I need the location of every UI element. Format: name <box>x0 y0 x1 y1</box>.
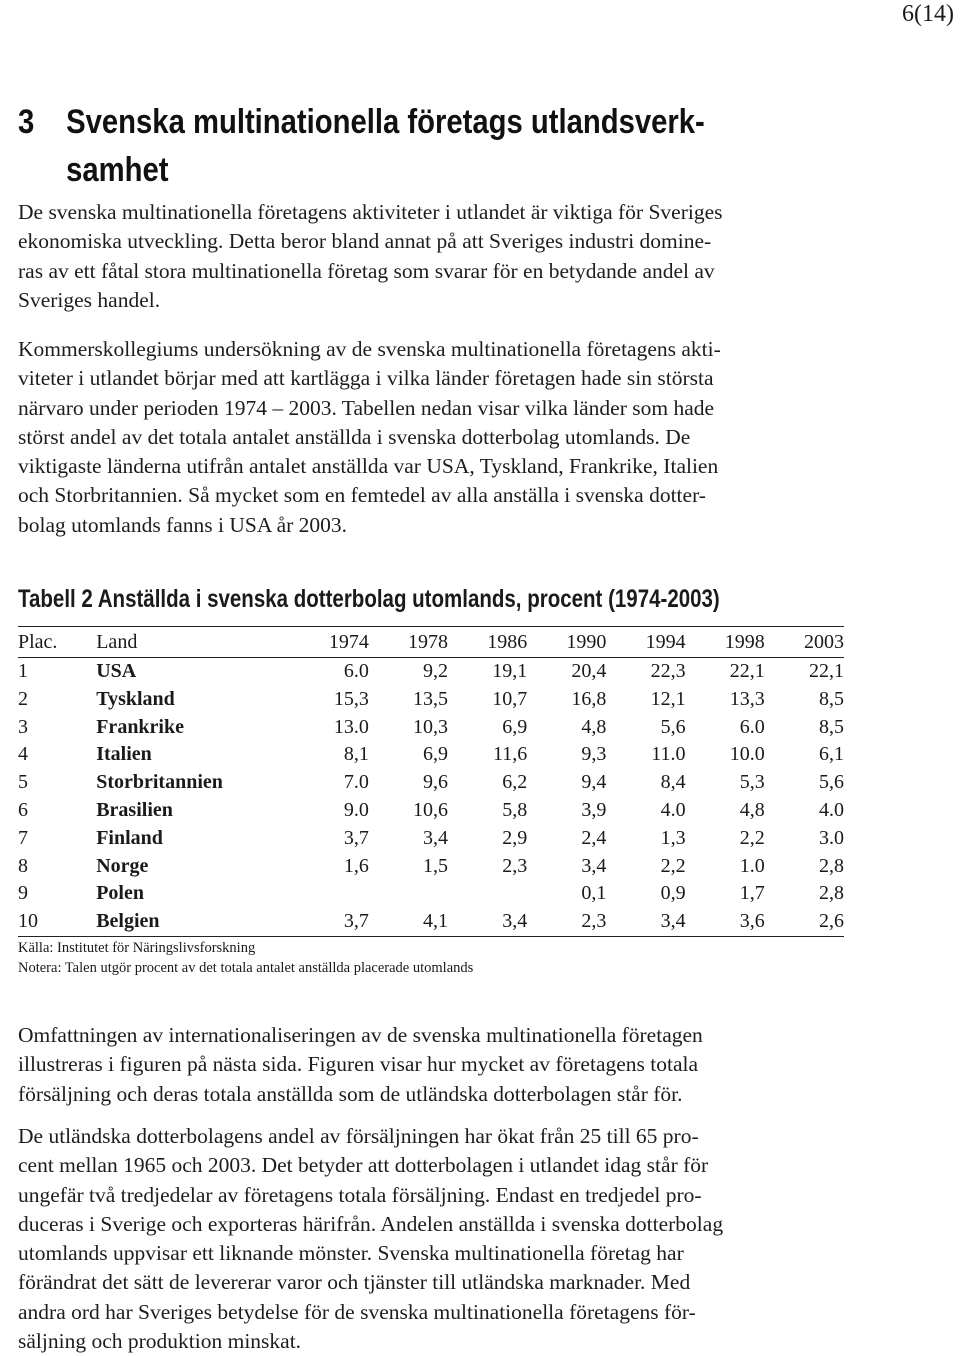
header-1978: 1978 <box>408 631 449 653</box>
cell-1978 <box>369 880 448 908</box>
share-paragraph <box>18 1122 848 1356</box>
header-2003: 2003 <box>804 631 844 653</box>
cell-1986: 2,3 <box>502 854 528 877</box>
header-1990: 1990 <box>566 631 607 653</box>
cell-1990: 3,9 <box>581 798 607 821</box>
table-row <box>18 853 844 881</box>
cell-land: Tyskland <box>96 687 175 710</box>
cell-1990: 0,1 <box>581 882 607 905</box>
cell-1990: 20,4 <box>571 660 607 682</box>
cell-1974: 3,7 <box>343 826 369 849</box>
cell-2003: 2,8 <box>819 882 844 905</box>
cell-1986: 2,9 <box>502 826 528 849</box>
survey-line: och Storbritannien. Så mycket som en femtedel av alla anställa i svenska dotter- <box>18 483 706 508</box>
header-1994: 1994 <box>645 631 686 653</box>
survey-line: viktigaste länderna utifrån antalet anställda var USA, Tyskland, Frankrike, Italien <box>18 454 719 479</box>
cell-1994: 0,9 <box>660 882 686 905</box>
cell-1978: 13,5 <box>413 687 449 710</box>
cell-1998: 2,2 <box>739 826 765 849</box>
table-source: Källa: Institutet för Näringslivsforskning <box>18 940 256 956</box>
table-row <box>18 714 844 742</box>
cell-1998: 10.0 <box>729 743 765 766</box>
cell-1998: 3,6 <box>739 910 765 933</box>
cell-plac: 8 <box>18 854 28 877</box>
cell-1974 <box>290 880 369 908</box>
cell-1986: 6,2 <box>502 771 528 794</box>
cell-land: USA <box>96 660 137 682</box>
cell-land: Finland <box>96 826 163 849</box>
cell-1990: 2,3 <box>581 910 607 933</box>
cell-2003: 3.0 <box>819 826 844 849</box>
cell-1994: 4.0 <box>660 798 686 821</box>
cell-1978: 9,6 <box>423 771 449 794</box>
cell-2003: 22,1 <box>809 660 844 682</box>
cell-plac: 7 <box>18 826 28 849</box>
survey-paragraph <box>18 335 848 540</box>
share-line: förändrat det sätt de levererar varor och tjänster till utländska marknader. Med <box>18 1270 691 1295</box>
cell-1978: 10,3 <box>413 715 449 738</box>
cell-2003: 5,6 <box>819 771 844 794</box>
table-title: Tabell 2 Anställda i svenska dotterbolag utomlands, procent (1974-2003) <box>18 585 720 613</box>
cell-1974: 9.0 <box>343 798 369 821</box>
cell-1994: 3,4 <box>660 910 686 933</box>
section-title-line2: samhet <box>66 151 169 189</box>
cell-1978: 4,1 <box>423 910 449 933</box>
cell-1994: 1,3 <box>660 826 686 849</box>
cell-2003: 8,5 <box>819 687 844 710</box>
table-header-row <box>18 627 844 658</box>
cell-land: Belgien <box>96 910 160 933</box>
share-line: De utländska dotterbolagens andel av försäljningen har ökat från 25 till 65 pro- <box>18 1124 699 1148</box>
cell-1998: 5,3 <box>739 771 765 794</box>
intro-line: De svenska multinationella företagens aktiviteter i utlandet är viktiga för Sveriges <box>18 200 723 224</box>
section-number: 3 <box>18 103 35 141</box>
cell-2003: 2,8 <box>819 854 844 877</box>
share-line: andra ord har Sveriges betydelse för de svenska multinationella företagens för- <box>18 1299 696 1324</box>
cell-1978: 6,9 <box>423 743 449 766</box>
cell-1990: 16,8 <box>571 687 607 710</box>
cell-1974: 15,3 <box>333 687 369 710</box>
page-number: 6(14) <box>902 1 954 27</box>
section-title-line1: Svenska multinationella företags utlandsverk- <box>66 103 705 141</box>
cell-1990: 9,4 <box>581 771 607 794</box>
cell-1990: 3,4 <box>581 854 607 877</box>
cell-1978: 3,4 <box>423 826 449 849</box>
cell-plac: 6 <box>18 798 28 821</box>
cell-1994: 12,1 <box>650 687 686 710</box>
survey-line: närvaro under perioden 1974 – 2003. Tabellen nedan visar vilka länder som hade <box>18 395 715 420</box>
table-row <box>18 741 844 769</box>
cell-1998: 1,7 <box>739 882 765 905</box>
survey-line: störst andel av det totala antalet anställda i svenska dotterbolag utomlands. De <box>18 424 691 449</box>
cell-1994: 2,2 <box>660 854 686 877</box>
table-row <box>18 908 844 936</box>
scope-line: illustreras i figuren på nästa sida. Figuren visar hur mycket av företagens totala <box>18 1052 699 1077</box>
cell-1990: 2,4 <box>581 826 607 849</box>
cell-plac: 5 <box>18 771 28 794</box>
cell-1994: 11.0 <box>651 743 686 766</box>
cell-1986: 6,9 <box>502 715 528 738</box>
cell-1990: 4,8 <box>581 715 607 738</box>
cell-1974: 7.0 <box>343 771 369 794</box>
intro-paragraph <box>18 198 848 315</box>
cell-1998: 13,3 <box>729 687 765 710</box>
cell-2003: 8,5 <box>819 715 844 738</box>
cell-1990: 9,3 <box>581 743 607 766</box>
table-row <box>18 797 844 825</box>
cell-1998: 4,8 <box>739 798 765 821</box>
cell-1986 <box>448 880 527 908</box>
cell-1978: 9,2 <box>423 660 449 682</box>
share-line: säljning och produktion minskat. <box>18 1329 302 1354</box>
table-row <box>18 686 844 714</box>
table-note: Notera: Talen utgör procent av det totala antalet anställda placerade utomlands <box>18 960 474 976</box>
cell-1974: 6.0 <box>343 660 369 682</box>
share-line: duceras i Sverige och exporteras härifrån. Andelen anställda i svenska dotterbolag <box>18 1211 724 1236</box>
cell-plac: 3 <box>18 715 28 738</box>
scope-paragraph <box>18 1021 848 1109</box>
intro-line: Sveriges handel. <box>18 287 161 312</box>
survey-line: Kommerskollegiums undersökning av de svenska multinationella företagens akti- <box>18 337 721 361</box>
cell-1998: 1.0 <box>739 854 765 877</box>
scope-line: Omfattningen av internationaliseringen av de svenska multinationella företagen <box>18 1023 703 1047</box>
table-row <box>18 825 844 853</box>
header-1986: 1986 <box>487 631 528 653</box>
header-1974: 1974 <box>328 631 369 653</box>
cell-plac: 4 <box>18 743 28 766</box>
cell-land: Polen <box>96 882 144 905</box>
cell-2003: 6,1 <box>819 743 844 766</box>
survey-line: viteter i utlandet börjar med att kartlägga i vilka länder företagen hade sin största <box>18 366 714 391</box>
cell-1974: 3,7 <box>343 910 369 933</box>
cell-1978: 1,5 <box>423 854 449 877</box>
cell-land: Storbritannien <box>96 771 223 794</box>
cell-1986: 19,1 <box>492 660 528 682</box>
header-land: Land <box>96 631 138 653</box>
cell-1974: 8,1 <box>343 743 369 766</box>
cell-1974: 13.0 <box>333 715 369 738</box>
survey-line: bolag utomlands fanns i USA år 2003. <box>18 512 348 537</box>
table-row <box>18 769 844 797</box>
table-row <box>18 658 844 686</box>
intro-line: ekonomiska utveckling. Detta beror bland annat på att Sveriges industri domine- <box>18 229 712 254</box>
share-line: ungefär två tredjedelar av företagens totala försäljning. Endast en tredjedel pro- <box>18 1182 702 1207</box>
cell-plac: 10 <box>18 910 38 933</box>
section-heading <box>18 98 758 194</box>
cell-1986: 5,8 <box>502 798 528 821</box>
cell-plac: 1 <box>18 660 28 682</box>
cell-land: Frankrike <box>96 715 184 738</box>
cell-plac: 2 <box>18 687 28 710</box>
share-line: utomlands uppvisar ett liknande mönster. Svenska multinationella företag har <box>18 1241 684 1266</box>
cell-1998: 6.0 <box>739 715 765 738</box>
cell-1986: 10,7 <box>492 687 528 710</box>
cell-1994: 8,4 <box>660 771 686 794</box>
cell-1978: 10,6 <box>413 798 449 821</box>
cell-2003: 4.0 <box>819 798 844 821</box>
table-row <box>18 880 844 908</box>
cell-1986: 11,6 <box>492 743 528 766</box>
header-1998: 1998 <box>724 631 765 653</box>
cell-land: Brasilien <box>96 798 173 821</box>
cell-plac: 9 <box>18 882 28 905</box>
cell-2003: 2,6 <box>819 910 844 933</box>
cell-1998: 22,1 <box>729 660 765 682</box>
intro-line: ras av ett fåtal stora multinationella företag som svarar för en betydande andel av <box>18 258 715 283</box>
scope-line: försäljning och deras totala anställda som de utländska dotterbolagen står för. <box>18 1081 683 1106</box>
cell-1994: 22,3 <box>650 660 686 682</box>
cell-1994: 5,6 <box>660 715 686 738</box>
cell-1974: 1,6 <box>343 854 369 877</box>
cell-land: Italien <box>96 743 152 766</box>
share-line: cent mellan 1965 och 2003. Det betyder att dotterbolagen i utlandet idag står för <box>18 1153 709 1178</box>
employees-table <box>18 626 844 937</box>
header-plac: Plac. <box>18 631 58 653</box>
cell-1986: 3,4 <box>502 910 528 933</box>
cell-land: Norge <box>96 854 149 877</box>
